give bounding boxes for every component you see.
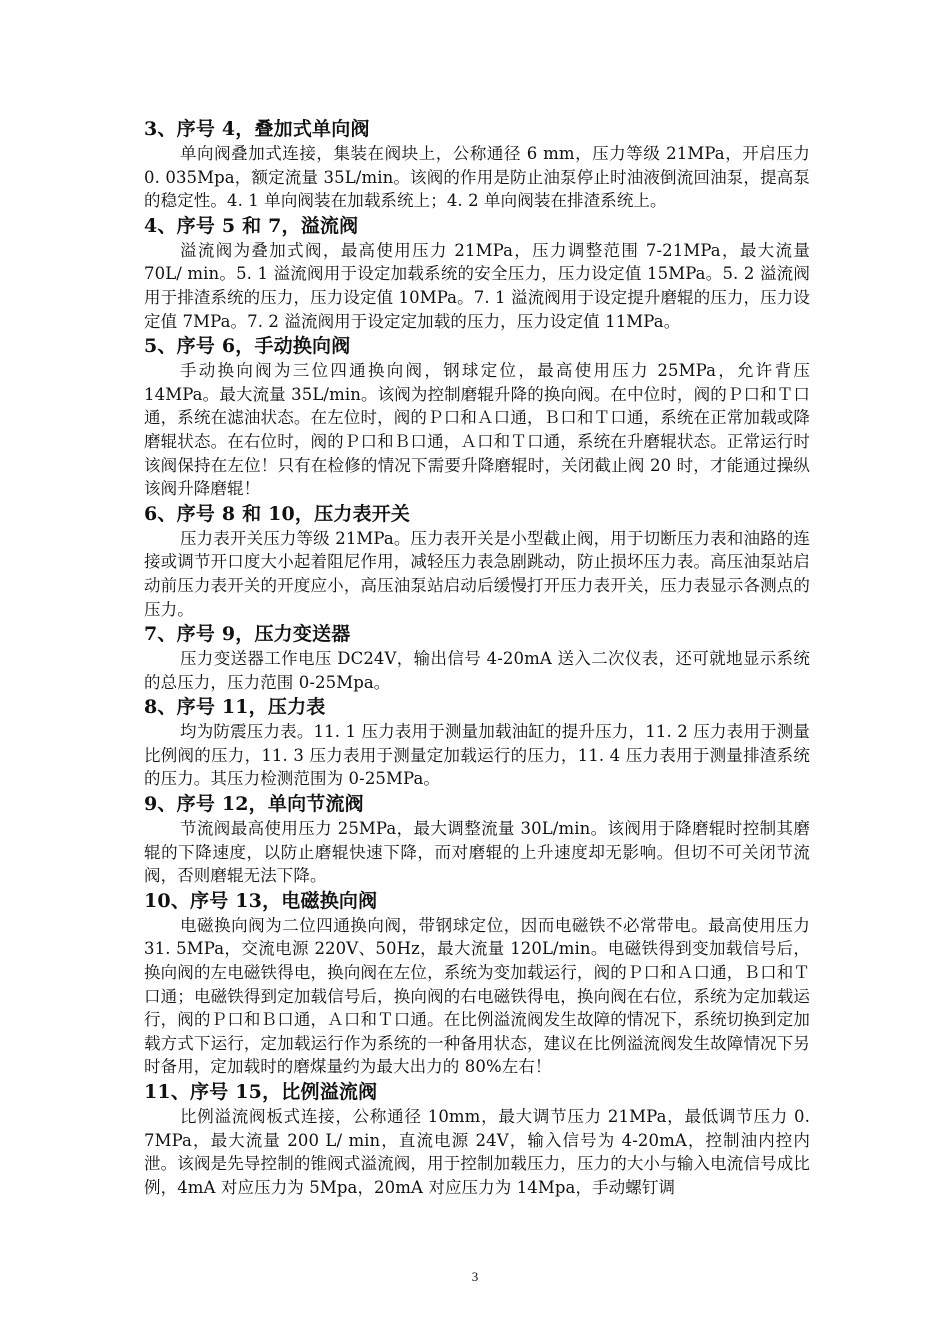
section-heading-8: 8、序号 11，压力表 (144, 696, 326, 719)
section-body-10: 电磁换向阀为二位四通换向阀，带钢球定位，因而电磁铁不必常带电。最高使用压力 31. 5MPa，交流电源 220V、50Hz，最大流量 120L/min。电磁铁得到变加载信号后，换向阀的左电磁铁得电，换向阀在左位，系统为变加载运行，阀的Ｐ口和Ａ口通，Ｂ口和Ｔ口通；电磁铁得到定加载信号后，换向阀的右电磁铁得电，换向阀在右位，系统为定加载运行，阀的Ｐ口和Ｂ口通，Ａ口和Ｔ口通。在比例溢流阀发生故障的情况下，系统切换到定加载方式下运行，定加载运行作为系统的一种备用状态，建议在比例溢流阀发生故障情况下另时备用，定加载时的磨煤量约为最大出力的 80%左右！ (144, 915, 810, 1077)
section-heading-7: 7、序号 9，压力变送器 (144, 623, 351, 646)
section-heading-3: 3、序号 4，叠加式单向阀 (144, 118, 370, 140)
section-body-4: 溢流阀为叠加式阀，最高使用压力 21MPa，压力调整范围 7-21MPa，最大流量 70L/ min。5. 1 溢流阀用于设定加载系统的安全压力，压力设定值 15MPa。5. 2 溢流阀用于排渣系统的压力，压力设定值 10MPa。7. 1 溢流阀用于设定提升磨辊的压力，压力设定值 7MPa。7. 2 溢流阀用于设定定加载的压力，压力设定值 11MPa。 (144, 240, 810, 331)
section-body-3: 单向阀叠加式连接，集装在阀块上，公称通径 6 mm，压力等级 21MPa，开启压力 0. 035Mpa，额定流量 35L/min。该阀的作用是防止油泵停止时油液倒流回油泵，提高泵的稳定性。4. 1 单向阀装在加载系统上；4. 2 单向阀装在排渣系统上。 (144, 144, 810, 211)
section-heading-9: 9、序号 12，单向节流阀 (144, 793, 364, 816)
section-heading-4: 4、序号 5 和 7，溢流阀 (144, 214, 359, 237)
section-heading-6: 6、序号 8 和 10，压力表开关 (144, 502, 411, 525)
section-body-6: 压力表开关压力等级 21MPa。压力表开关是小型截止阀，用于切断压力表和油路的连接或调节开口度大小起着阻尼作用，减轻压力表急剧跳动，防止损坏压力表。高压油泵站启动前压力表开关的开度应小，高压油泵站启动后缓慢打开压力表开关，压力表显示各测点的压力。 (144, 528, 810, 619)
section-heading-5: 5、序号 6，手动换向阀 (144, 335, 351, 358)
section-body-8: 均为防震压力表。11. 1 压力表用于测量加载油缸的提升压力，11. 2 压力表用于测量比例阀的压力，11. 3 压力表用于测量定加载运行的压力，11. 4 压力表用于测量排渣系统的压力。其压力检测范围为 0-25MPa。 (144, 722, 810, 789)
section-body-11: 比例溢流阀板式连接，公称通径 10mm，最大调节压力 21MPa，最低调节压力 0. 7MPa，最大流量 200 L/ min，直流电源 24V，输入信号为 4-20mA，控制油内控内泄。该阀是先导控制的锥阀式溢流阀，用于控制加载压力，压力的大小与输入电流信号成比例，4mA 对应压力为 5Mpa，20mA 对应压力为 14Mpa，手动螺钉调 (144, 1107, 810, 1197)
section-body-9: 节流阀最高使用压力 25MPa，最大调整流量 30L/min。该阀用于降磨辊时控制其磨辊的下降速度，以防止磨辊快速下降，而对磨辊的上升速度却无影响。但切不可关闭节流阀，否则磨辊无法下降。 (144, 819, 810, 886)
page-number: 3 (471, 1269, 479, 1284)
section-body-5: 手动换向阀为三位四通换向阀，钢球定位，最高使用压力 25MPa，允许背压 14MPa。最大流量 35L/min。该阀为控制磨辊升降的换向阀。在中位时，阀的Ｐ口和Ｔ口通，系统在滤油状态。在左位时，阀的Ｐ口和Ａ口通，Ｂ口和Ｔ口通，系统在正常加载或降磨辊状态。在右位时，阀的Ｐ口和Ｂ口通，Ａ口和Ｔ口通，系统在升磨辊状态。正常运行时该阀保持在左位！只有在检修的情况下需要升降磨辊时，关闭截止阀 20 时，才能通过操纵该阀升降磨辊！ (144, 361, 810, 499)
section-body-7: 压力变送器工作电压 DC24V，输出信号 4-20mA 送入二次仪表，还可就地显示系统的总压力，压力范围 0-25Mpa。 (144, 649, 810, 692)
section-heading-10: 10、序号 13，电磁换向阀 (144, 889, 378, 912)
section-heading-11: 11、序号 15，比例溢流阀 (144, 1081, 378, 1103)
document-body (144, 116, 810, 1199)
